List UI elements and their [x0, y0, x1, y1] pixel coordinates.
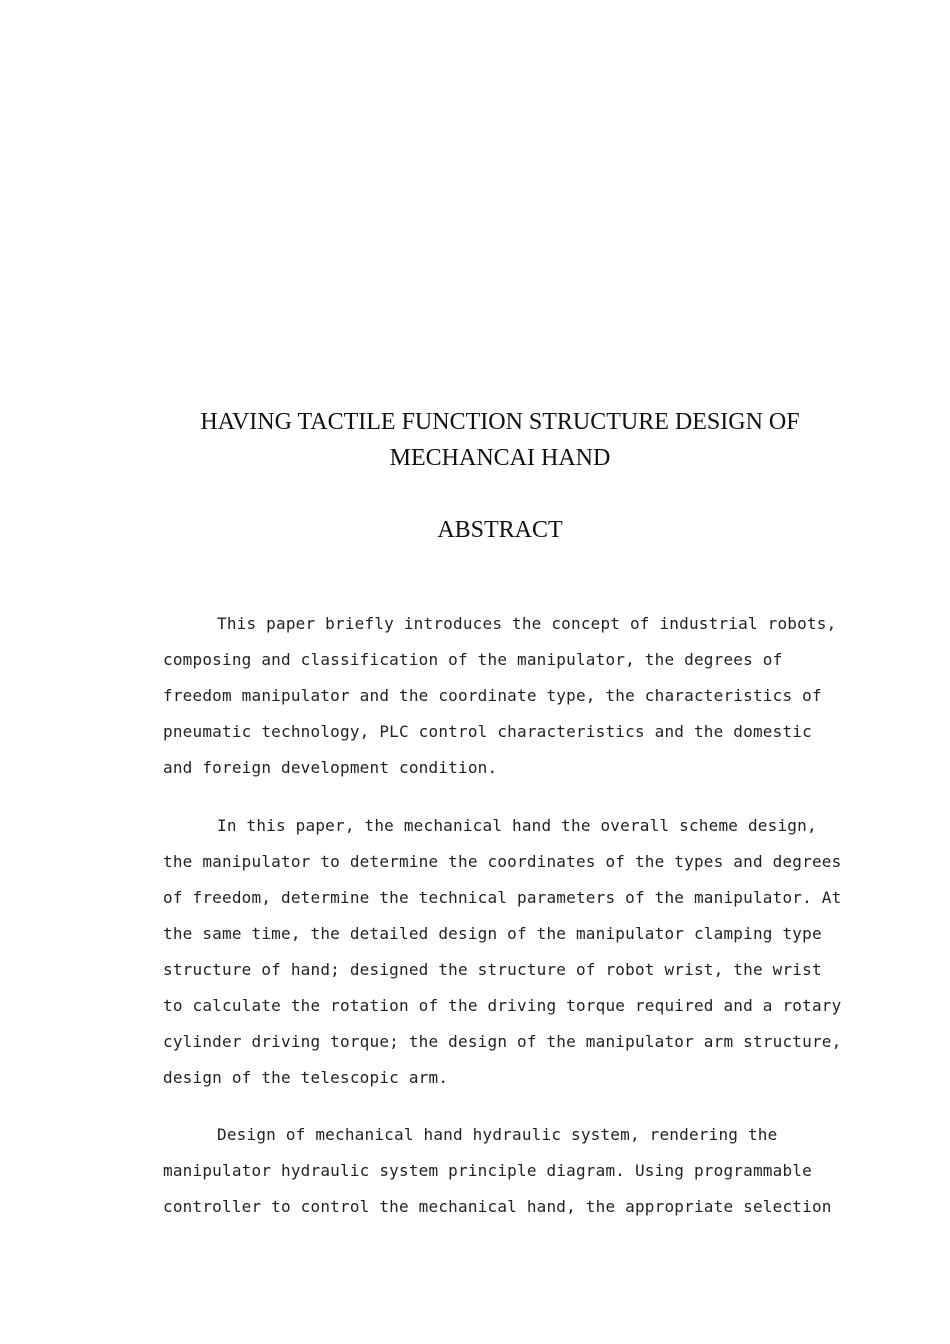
abstract-paragraph-3: [163, 1117, 835, 1225]
paragraph-line: This paper briefly introduces the concept of industrial robots,: [217, 614, 837, 633]
paragraph-line: In this paper, the mechanical hand the overall scheme design,: [217, 816, 817, 835]
paragraph-line: of freedom, determine the technical parameters of the manipulator. At: [163, 888, 842, 907]
paragraph-line: the manipulator to determine the coordinates of the types and degrees: [163, 852, 842, 871]
paragraph-line: Design of mechanical hand hydraulic system, rendering the: [217, 1125, 778, 1144]
paragraph-line: pneumatic technology, PLC control characteristics and the domestic: [163, 722, 812, 741]
abstract-heading: ABSTRACT: [437, 517, 563, 543]
paragraph-line: the same time, the detailed design of the manipulator clamping type: [163, 924, 822, 943]
paragraph-line: controller to control the mechanical hand, the appropriate selection: [163, 1197, 832, 1216]
paragraph-line: to calculate the rotation of the driving torque required and a rotary: [163, 996, 842, 1015]
paragraph-line: structure of hand; designed the structure of robot wrist, the wrist: [163, 960, 822, 979]
paragraph-line: composing and classification of the manipulator, the degrees of: [163, 650, 783, 669]
paragraph-line: freedom manipulator and the coordinate type, the characteristics of: [163, 686, 822, 705]
document-title: [120, 404, 880, 476]
paragraph-line: manipulator hydraulic system principle diagram. Using programmable: [163, 1161, 812, 1180]
paragraph-line: cylinder driving torque; the design of the manipulator arm structure,: [163, 1032, 842, 1051]
abstract-paragraph-1: [163, 606, 835, 786]
abstract-paragraph-2: [163, 808, 842, 1096]
paragraph-line: and foreign development condition.: [163, 758, 498, 777]
title-line: MECHANCAI HAND: [389, 445, 611, 471]
paragraph-line: design of the telescopic arm.: [163, 1068, 449, 1087]
title-line: HAVING TACTILE FUNCTION STRUCTURE DESIGN OF: [200, 409, 800, 435]
